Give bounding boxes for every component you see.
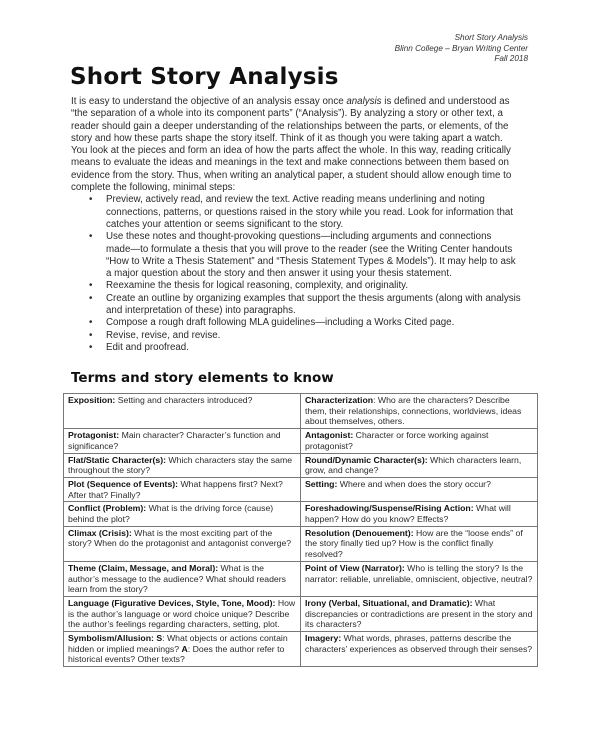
- term-cell: [64, 502, 301, 526]
- table-row: [64, 394, 538, 429]
- table-row: [64, 477, 538, 501]
- term-description: What is the driving force (cause) behind the plot?: [68, 503, 274, 525]
- term-name: A: [181, 643, 188, 654]
- bullet-icon: •: [89, 341, 93, 353]
- term-name: Theme (Claim, Message, and Moral):: [68, 562, 219, 573]
- section-heading: Terms and story elements to know: [71, 370, 334, 386]
- step-line: Create an outline by organizing examples that support the thesis arguments (along with analysis: [106, 292, 521, 304]
- step-line: Revise, revise, and revise.: [106, 329, 221, 341]
- table-row: [64, 502, 538, 526]
- intro-line: “the separation of a whole into its component parts” (“Analysis”). By analyzing a story or other text, a: [71, 108, 503, 120]
- header-line: Fall 2018: [494, 54, 528, 64]
- step-item: [71, 342, 541, 354]
- table-row: [64, 596, 538, 631]
- intro-line: reader should gain a deeper understanding of the relationships between the parts, or elements, of the: [71, 120, 509, 132]
- term-cell: [301, 394, 538, 429]
- bullet-icon: •: [89, 317, 93, 329]
- term-cell: [64, 561, 301, 596]
- intro-text: It is easy to understand the objective of an analysis essay once: [71, 96, 347, 107]
- terms-table: [63, 393, 538, 667]
- term-name: Point of View (Narrator):: [305, 562, 405, 573]
- step-line: Preview, actively read, and review the text. Active reading means underlining and noting: [106, 194, 485, 206]
- term-description: What is the most exciting part of the story? When do the protagonist and antagonist converge?: [68, 527, 292, 549]
- term-description: Which characters learn, grow, and change?: [305, 454, 522, 476]
- term-cell: [301, 429, 538, 453]
- steps-list: [71, 194, 541, 354]
- document-header: [395, 33, 528, 65]
- step-line: catches your attention or seems significant to the story.: [106, 218, 344, 230]
- term-name: S: [156, 633, 163, 644]
- term-cell: [301, 596, 538, 631]
- term-description: What is the author’s message to the audience? What should readers learn from the story?: [68, 562, 286, 595]
- page-title: Short Story Analysis: [70, 64, 339, 90]
- term-cell: [301, 477, 538, 501]
- term-description: Which characters stay the same throughout the story?: [68, 454, 293, 476]
- term-cell: [64, 632, 301, 667]
- term-description: What will happen? How do you know? Effects?: [305, 503, 511, 525]
- term-cell: [64, 596, 301, 631]
- header-line: Blinn College – Bryan Writing Center: [394, 43, 528, 53]
- step-item: [71, 293, 541, 318]
- intro-line: You look at the pieces and form an idea of how the parts affect the whole. In this way, reading critically: [71, 145, 511, 157]
- table-row: [64, 429, 538, 453]
- bullet-icon: •: [89, 329, 93, 341]
- term-description: : What objects or actions contain hidden or implied meanings?: [68, 633, 288, 654]
- bullet-icon: •: [89, 231, 93, 243]
- term-name: Setting:: [305, 478, 338, 489]
- step-item: [71, 194, 541, 231]
- intro-line: evidence from the story. Thus, when writing an analytical paper, a student should allow enough time to: [71, 169, 512, 181]
- term-description: Setting and characters introduced?: [115, 395, 253, 405]
- step-line: made—to formulate a thesis that you will prove to the reader (see the Writing Center handouts: [106, 243, 513, 255]
- step-line: Edit and proofread.: [106, 341, 189, 353]
- term-description: Who is telling the story? Is the narrator: reliable, unreliable, omniscient, objective, neutral?: [305, 562, 533, 584]
- term-name: Irony (Verbal, Situational, and Dramatic):: [305, 597, 473, 608]
- table-row: [64, 453, 538, 477]
- term-cell: [64, 526, 301, 561]
- term-cell: [64, 453, 301, 477]
- term-cell: [301, 502, 538, 526]
- term-cell: [301, 526, 538, 561]
- term-name: Foreshadowing/Suspense/Rising Action:: [305, 503, 474, 514]
- term-description: What happens first? Next? After that? Finally?: [68, 478, 283, 500]
- table-row: [64, 632, 538, 667]
- term-name: Language (Figurative Devices, Style, Tone, Mood):: [68, 597, 276, 608]
- header-line: Short Story Analysis: [454, 33, 528, 42]
- intro-line: story and how these parts shape the story itself. Think of it as though you were taking apart a watch.: [71, 132, 503, 144]
- term-name: Flat/Static Character(s):: [68, 454, 167, 465]
- term-name: Symbolism/Allusion:: [68, 633, 154, 644]
- term-name: Antagonist:: [305, 430, 354, 441]
- bullet-icon: •: [89, 194, 93, 206]
- step-line: “How to Write a Thesis Statement” and “Thesis Statement Types & Models”). It may help to ask: [106, 255, 516, 267]
- term-cell: [64, 394, 301, 429]
- intro-emphasis: analysis: [346, 96, 382, 107]
- step-item: [71, 330, 541, 342]
- term-description: Character or force working against protagonist?: [305, 430, 489, 451]
- term-name: Climax (Crisis):: [68, 527, 132, 538]
- term-cell: [301, 561, 538, 596]
- term-cell: [301, 453, 538, 477]
- term-name: Plot (Sequence of Events):: [68, 478, 179, 489]
- term-description: : Who are the characters? Describe them, their relationships, connections, worldviews, ideas about themselves, others.: [305, 395, 522, 427]
- term-description: Main character? Character’s function and significance?: [68, 430, 281, 451]
- term-description: What discrepancies or contradictions are present in the story and its characters?: [305, 597, 533, 630]
- term-description: How is the author’s language or word choice unique? Describe the author’s feelings regarding characters, setting, plot.: [68, 597, 296, 630]
- bullet-icon: •: [89, 292, 93, 304]
- term-description: Where and when does the story occur?: [337, 478, 491, 489]
- step-item: [71, 231, 541, 280]
- step-line: Reexamine the thesis for logical reasoning, complexity, and originality.: [106, 280, 409, 292]
- step-line: Use these notes and thought-provoking questions—including arguments and connections: [106, 231, 492, 243]
- term-name: Imagery:: [305, 633, 342, 644]
- step-line: a major question about the story and then answer it using your thesis statement.: [106, 268, 452, 280]
- term-description: How are the “loose ends” of the story finally tied up? How is the conflict finally resolved?: [305, 527, 523, 560]
- intro-line: [71, 96, 541, 108]
- intro-line: means to evaluate the ideas and meanings in the text and make connections between them based on: [71, 157, 509, 169]
- table-row: [64, 561, 538, 596]
- step-line: and interpretation of these) into paragraphs.: [106, 305, 296, 317]
- table-row: [64, 526, 538, 561]
- term-name: Exposition:: [68, 395, 116, 405]
- step-item: [71, 280, 541, 292]
- bullet-icon: •: [89, 280, 93, 292]
- step-line: Compose a rough draft following MLA guidelines—including a Works Cited page.: [106, 317, 455, 329]
- term-description: : Does the author refer to historical events? Other texts?: [68, 643, 285, 665]
- term-cell: [301, 632, 538, 667]
- step-item: [71, 317, 541, 329]
- intro-body: [71, 96, 541, 354]
- step-line: connections, patterns, or questions raised in the story while you read. Look for information that: [106, 206, 514, 218]
- term-name: Characterization: [305, 395, 374, 405]
- term-name: Round/Dynamic Character(s):: [305, 454, 428, 465]
- term-name: Resolution (Denouement):: [305, 527, 414, 538]
- intro-text: is defined and understood as: [381, 96, 510, 107]
- term-cell: [64, 477, 301, 501]
- intro-line: complete the following, minimal steps:: [71, 182, 236, 194]
- term-name: Protagonist:: [68, 430, 120, 441]
- term-description: What words, phrases, patterns describe the characters’ experiences as observed through their senses?: [305, 633, 533, 654]
- term-cell: [64, 429, 301, 453]
- term-name: Conflict (Problem):: [68, 503, 147, 514]
